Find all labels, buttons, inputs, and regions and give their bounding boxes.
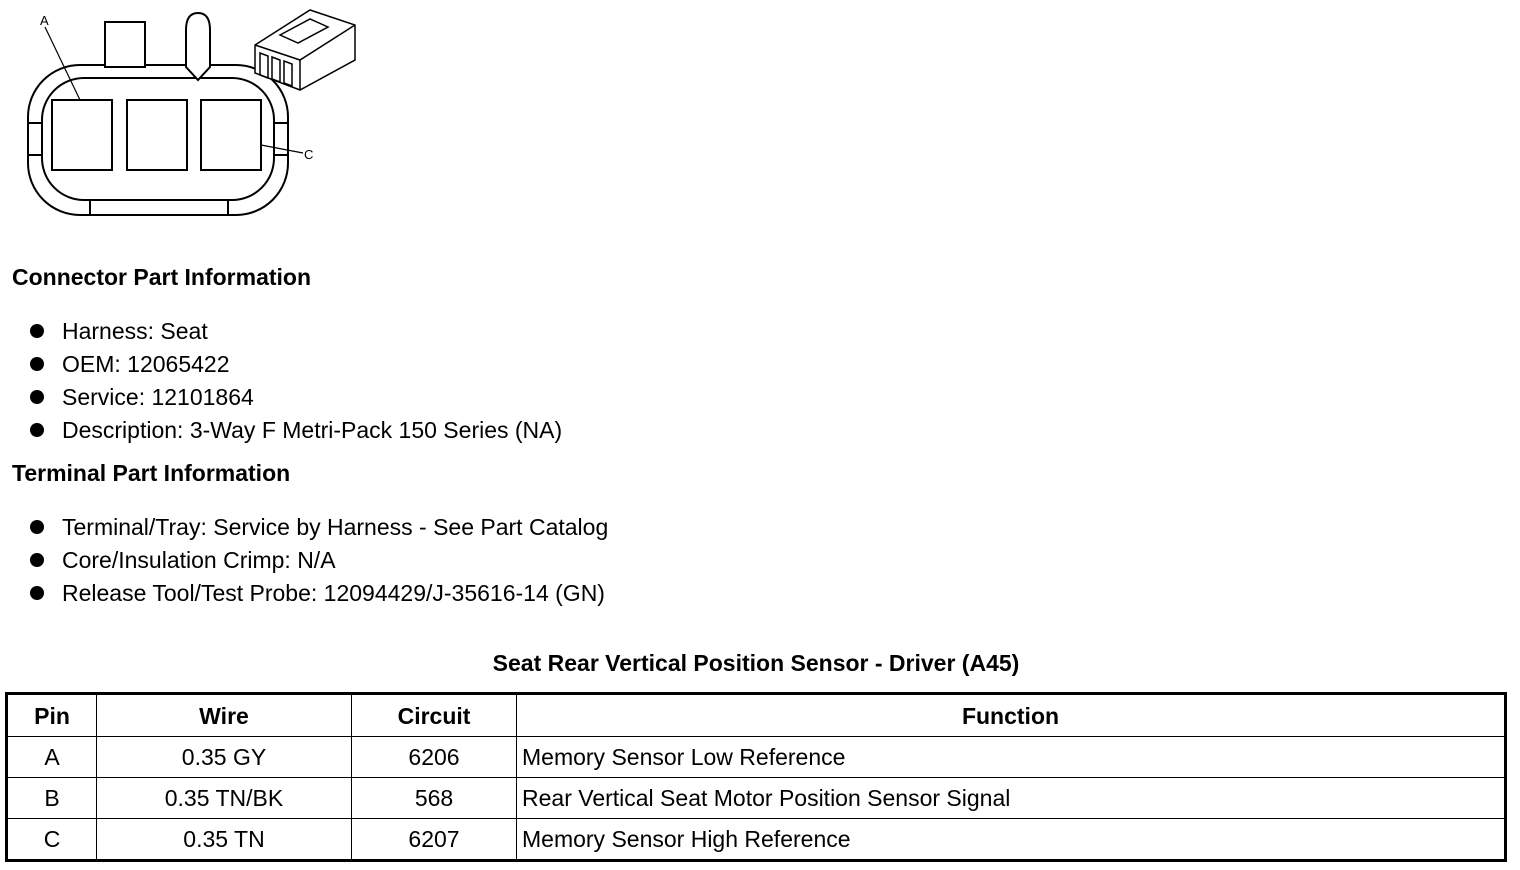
cavity-c xyxy=(201,100,261,170)
table-header-row xyxy=(7,694,1506,737)
pin-cell: B xyxy=(7,778,97,819)
pin-cell: C xyxy=(7,819,97,861)
bullet-icon xyxy=(30,553,44,567)
connector-part-heading: Connector Part Information xyxy=(12,264,312,290)
list-item: Release Tool/Test Probe: 12094429/J-35616-14 (GN) xyxy=(30,577,608,610)
bullet-icon xyxy=(30,390,44,404)
column-header-wire: Wire xyxy=(97,694,352,737)
circuit-cell: 6207 xyxy=(352,819,517,861)
cavity-a xyxy=(52,100,112,170)
list-item: Service: 12101864 xyxy=(30,381,562,414)
pin-cell: A xyxy=(7,737,97,778)
bullet-icon xyxy=(30,324,44,338)
callout-a-label: A xyxy=(40,13,49,28)
list-item: Harness: Seat xyxy=(30,315,562,348)
terminal-part-heading: Terminal Part Information xyxy=(12,460,291,486)
column-header-circuit: Circuit xyxy=(352,694,517,737)
list-item: Core/Insulation Crimp: N/A xyxy=(30,544,608,577)
callout-c-label: C xyxy=(304,147,314,162)
wire-cell: 0.35 TN/BK xyxy=(97,778,352,819)
pin-table xyxy=(5,692,1507,862)
list-item: Terminal/Tray: Service by Harness - See Part Catalog xyxy=(30,511,608,544)
connector-diagram xyxy=(10,5,370,220)
circuit-cell: 568 xyxy=(352,778,517,819)
bullet-icon xyxy=(30,586,44,600)
bullet-icon xyxy=(30,423,44,437)
connector-isometric xyxy=(255,10,355,90)
function-cell: Memory Sensor High Reference xyxy=(517,819,1506,861)
connector-lock-tab xyxy=(186,13,210,80)
list-item: OEM: 12065422 xyxy=(30,348,562,381)
terminal-part-list xyxy=(30,511,608,610)
table-title: Seat Rear Vertical Position Sensor - Driver (A45) xyxy=(492,650,1020,676)
bullet-icon xyxy=(30,357,44,371)
table-row xyxy=(7,819,1506,861)
wire-cell: 0.35 TN xyxy=(97,819,352,861)
list-item: Description: 3-Way F Metri-Pack 150 Series (NA) xyxy=(30,414,562,447)
cavity-b xyxy=(127,100,187,170)
wire-cell: 0.35 GY xyxy=(97,737,352,778)
circuit-cell: 6206 xyxy=(352,737,517,778)
column-header-function: Function xyxy=(517,694,1506,737)
connector-left-tab xyxy=(105,22,145,67)
column-header-pin: Pin xyxy=(7,694,97,737)
function-cell: Memory Sensor Low Reference xyxy=(517,737,1506,778)
callout-c-leader xyxy=(261,145,303,153)
bullet-icon xyxy=(30,520,44,534)
function-cell: Rear Vertical Seat Motor Position Sensor Signal xyxy=(517,778,1506,819)
table-row xyxy=(7,737,1506,778)
connector-part-list xyxy=(30,315,562,447)
callout-a-leader xyxy=(45,27,80,100)
table-row xyxy=(7,778,1506,819)
